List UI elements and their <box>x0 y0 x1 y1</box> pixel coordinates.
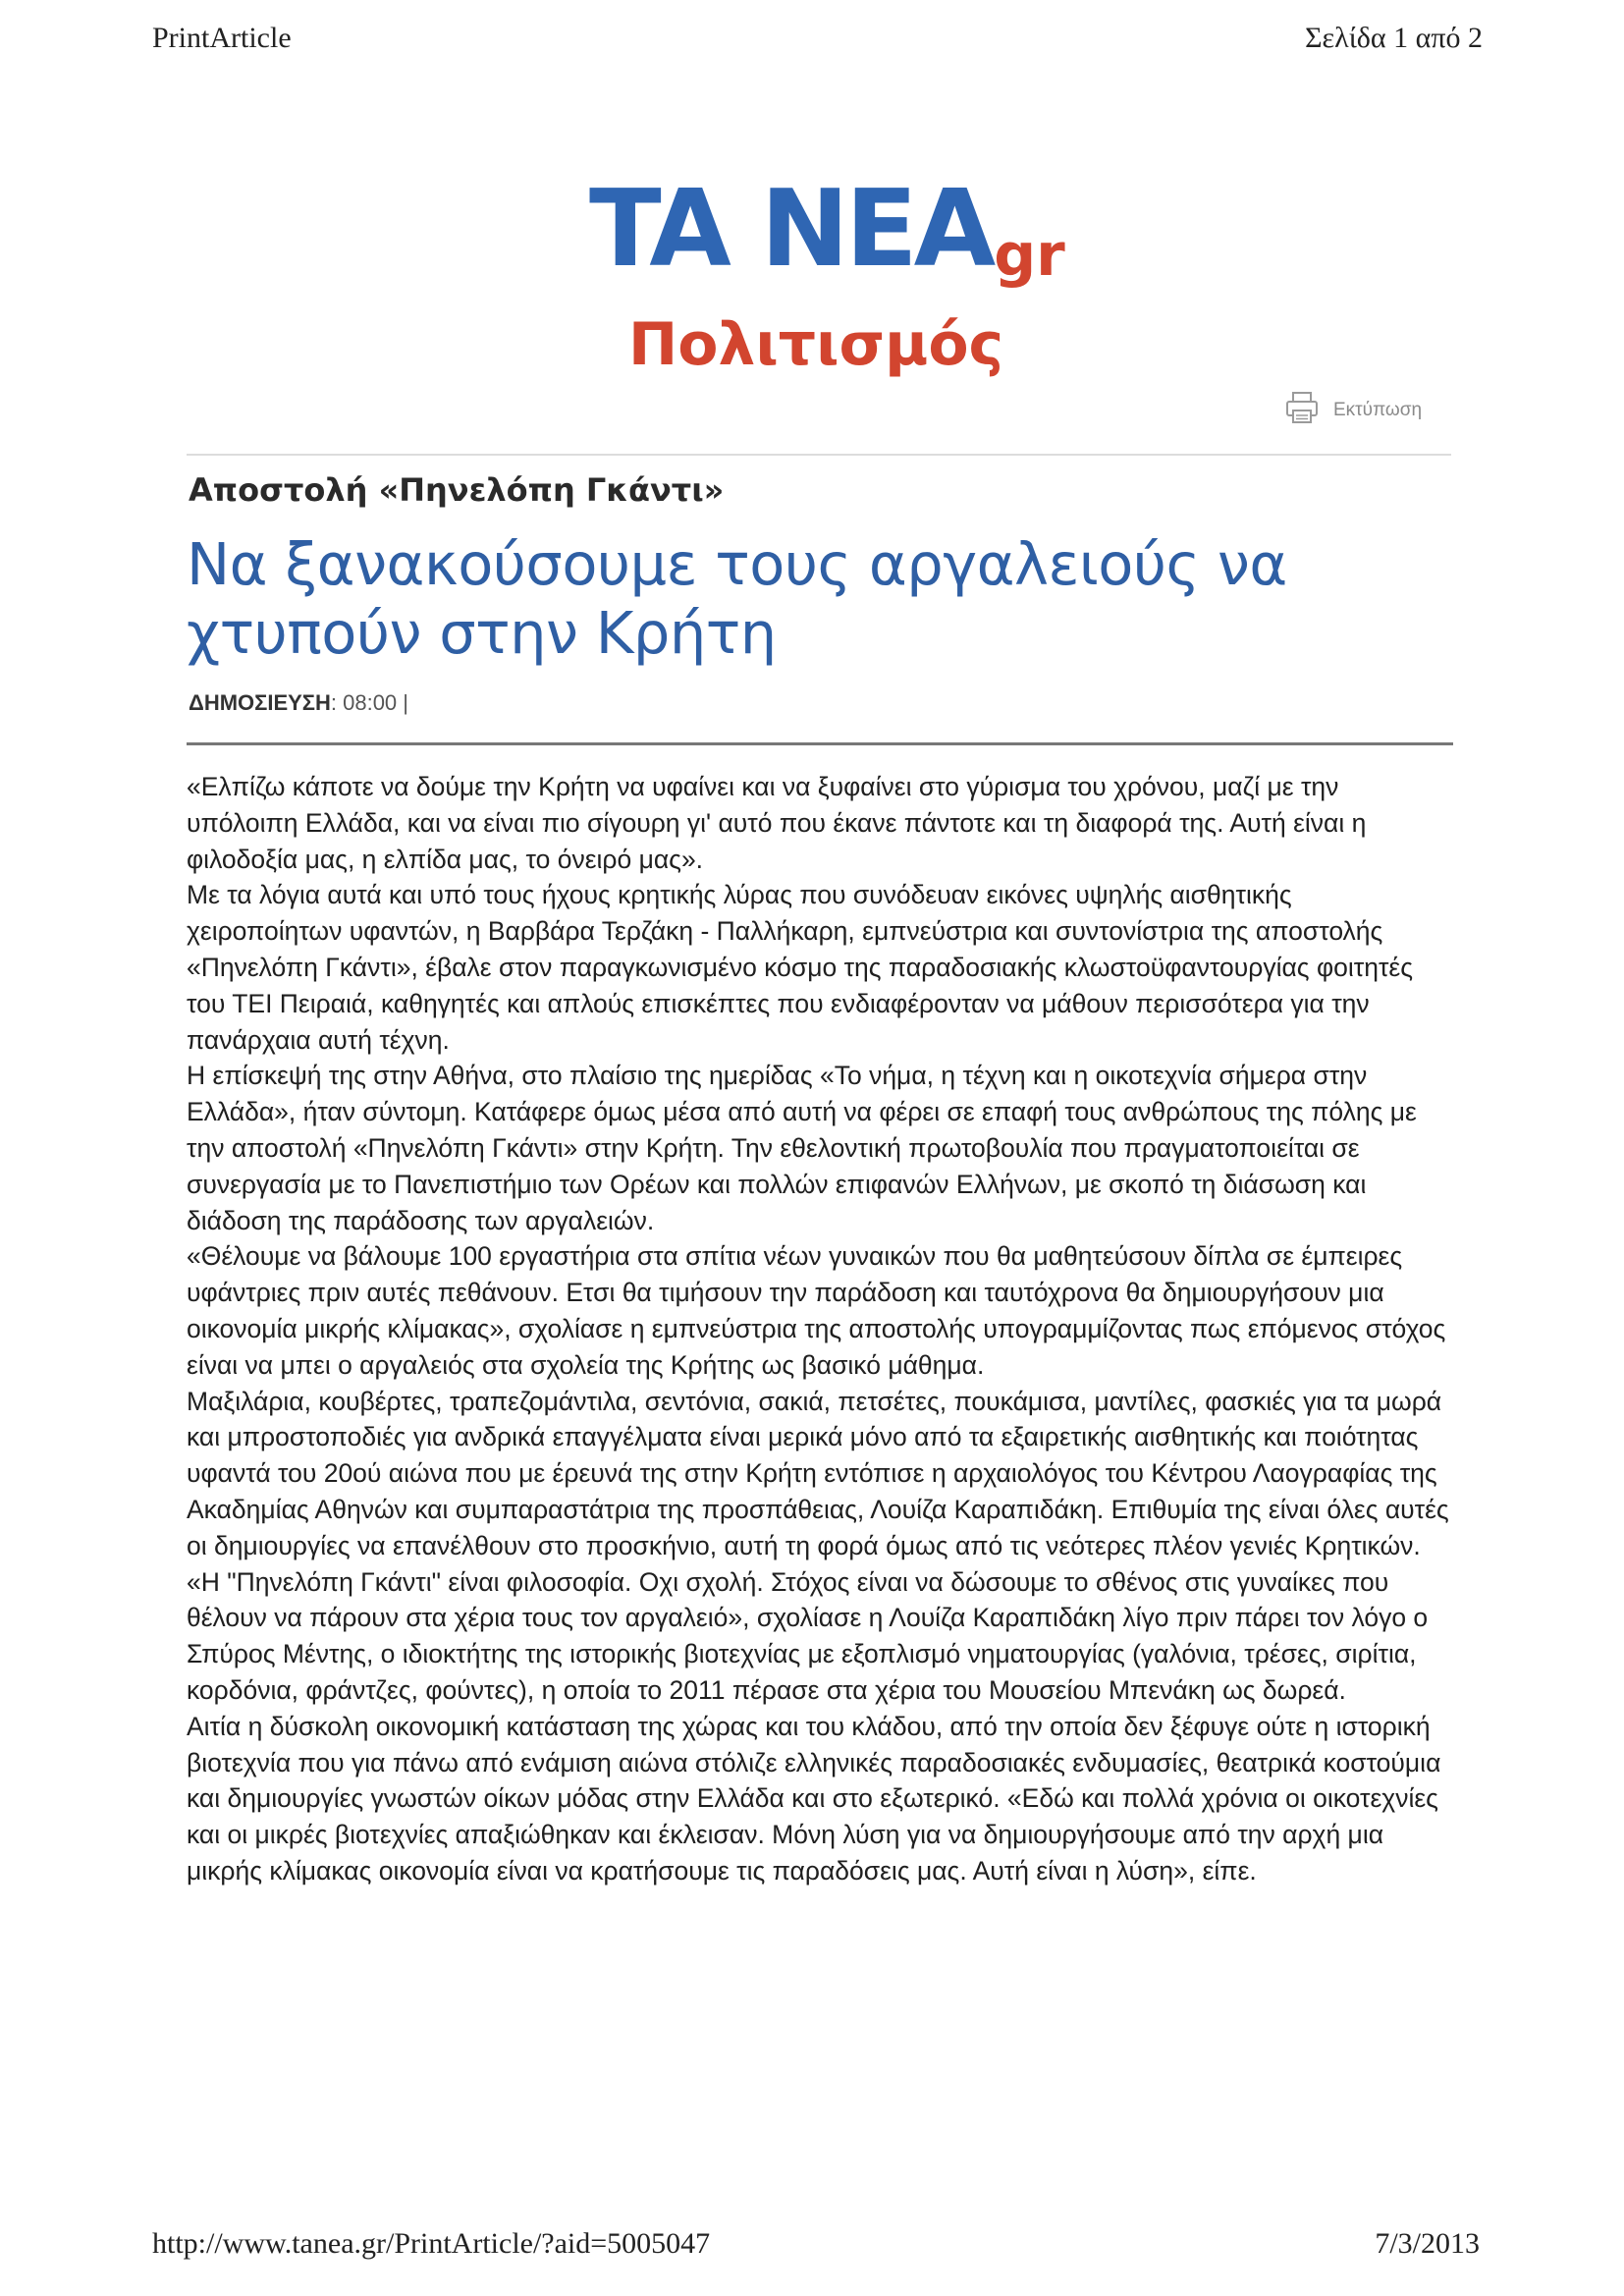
print-date: 7/3/2013 <box>1375 2227 1480 2260</box>
print-footer <box>152 2227 1480 2267</box>
section-title: Πολιτισμός <box>628 310 1004 379</box>
logo-wordmark: TA NEA <box>589 168 993 291</box>
paragraph: Αιτία η δύσκολη οικονομική κατάσταση της χώρας και του κλάδου, από την οποία δεν ξέφυγε ούτε η ιστορική βιοτεχνία που για πάνω από ενάμιση αιώνα στόλιζε ελληνικές παραδοσιακές ενδυμασίες, θεατρικά κοστούμια και δημιουργίες γνωστών οίκων μόδας στην Ελλάδα και στο εξωτερικό. «Εδώ και πολλά χρόνια οι οικοτεχνίες και οι μικρές βιοτεχνίες απαξιώθηκαν και έκλεισαν. Μόνη λύση για να δημιουργήσουμε από την αρχή μια μικρής κλίμακας οικονομία είναι να κρατήσουμε τις παραδόσεις μας. Αυτή είναι η λύση», είπε. <box>187 1711 1441 1886</box>
print-header-title: PrintArticle <box>152 22 292 54</box>
meta-time: : 08:00 | <box>330 690 408 715</box>
print-button[interactable] <box>1284 393 1441 428</box>
article-kicker: Αποστολή «Πηνελόπη Γκάντι» <box>189 471 725 509</box>
paragraph: «Ελπίζω κάποτε να δούμε την Κρήτη να υφαίνει και να ξυφαίνει στο γύρισμα του χρόνου, μαζί με την υπόλοιπη Ελλάδα, και να είναι πιο σίγουρη γι' αυτό που έκανε πάντοτε και τη διαφορά της. Αυτή είναι η φιλοδοξία μας, η ελπίδα μας, το όνειρό μας». <box>187 772 1367 874</box>
logo-domain: gr <box>994 221 1065 290</box>
paragraph: «Η "Πηνελόπη Γκάντι" είναι φιλοσοφία. Οχι σχολή. Στόχος είναι να δώσουμε το σθένος στις γυναίκες που θέλουν να πάρουν στα χέρια τους τον αργαλειό», σχολίασε η Λουίζα Καραπιδάκη λίγο πριν πάρει τον λόγο ο Σπύρος Μέντης, ο ιδιοκτήτης της ιστορικής βιοτεχνίας με εξοπλισμό νηματουργίας (γαλόνια, τρέσες, σιρίτια, κορδόνια, φράντζες, φούντες), η οποία το 2011 πέρασε στα χέρια του Μουσείου Μπενάκη ως δωρεά. <box>187 1566 1429 1705</box>
page-counter: Σελίδα 1 από 2 <box>1305 22 1483 54</box>
article-body <box>187 769 1453 1889</box>
paragraph: Η επίσκεψή της στην Αθήνα, στο πλαίσιο της ημερίδας «Το νήμα, η τέχνη και η οικοτεχνία σήμερα στην Ελλάδα», ήταν σύντομη. Κατάφερε όμως μέσα από αυτή να φέρει σε επαφή τους ανθρώπους της πόλης με την αποστολή «Πηνελόπη Γκάντι» στην Κρήτη. Την εθελοντική πρωτοβουλία που πραγματοποιείται σε συνεργασία με το Πανεπιστήμιο των Ορέων και πολλών επιφανών Ελλήνων, με σκοπό τη διάσωση και διάδοση της παράδοσης των αργαλειών. <box>187 1061 1417 1235</box>
paragraph: Μαξιλάρια, κουβέρτες, τραπεζομάντιλα, σεντόνια, σακιά, πετσέτες, πουκάμισα, μαντίλες, φασκιές για τα μωρά και μπροστοποδιές για ανδρικά επαγγέλματα είναι μερικά μόνο από τα εξαιρετικής αισθητικής και ποιότητας υφαντά του 20ού αιώνα που με έρευνά της στην Κρήτη εντόπισε η αρχαιολόγος του Κέντρου Λαογραφίας της Ακαδημίας Αθηνών και συμπαραστάτρια της προσπάθειας, Λουίζα Καραπιδάκη. Επιθυμία της είναι όλες αυτές οι δημιουργίες να επανέλθουν στο προσκήνιο, αυτή τη φορά όμως από τις νεότερες πλέον γενιές Κρητικών. <box>187 1386 1449 1560</box>
site-logo[interactable] <box>589 168 1080 295</box>
publication-meta <box>189 690 778 716</box>
print-label: Εκτύπωση <box>1333 400 1423 420</box>
print-header <box>152 22 1483 61</box>
meta-label: ΔΗΜΟΣΙΕΥΣΗ <box>189 690 331 715</box>
divider <box>187 454 1451 456</box>
divider <box>187 742 1453 745</box>
printer-icon <box>1284 390 1320 431</box>
source-url: http://www.tanea.gr/PrintArticle/?aid=5005047 <box>152 2227 711 2260</box>
article-title: Να ξανακούσουμε τους αργαλειούς να χτυπούν στην Κρήτη <box>187 530 1287 667</box>
paragraph: «Θέλουμε να βάλουμε 100 εργαστήρια στα σπίτια νέων γυναικών που θα μαθητεύσουν δίπλα σε έμπειρες υφάντριες πριν αυτές πεθάνουν. Ετσι θα τιμήσουν την παράδοση και ταυτόχρονα θα δημιουργήσουν μια οικονομία μικρής κλίμακας», σχολίασε η εμπνεύστρια της αποστολής υπογραμμίζοντας πως επόμενος στόχος είναι να μπει ο αργαλειός στα σχολεία της Κρήτης ως βασικό μάθημα. <box>187 1241 1446 1380</box>
paragraph: Με τα λόγια αυτά και υπό τους ήχους κρητικής λύρας που συνόδευαν εικόνες υψηλής αισθητικής χειροποίητων υφαντών, η Βαρβάρα Τερζάκη - Παλλήκαρη, εμπνεύστρια και συντονίστρια της αποστολής «Πηνελόπη Γκάντι», έβαλε στον παραγκωνισμένο κόσμο της παραδοσιακής κλωστοϋφαντουργίας φοιτητές του ΤΕΙ Πειραιά, καθηγητές και απλούς επισκέπτες που ενδιαφέρονταν να μάθουν περισσότερα για την πανάρχαια αυτή τέχνη. <box>187 880 1414 1055</box>
